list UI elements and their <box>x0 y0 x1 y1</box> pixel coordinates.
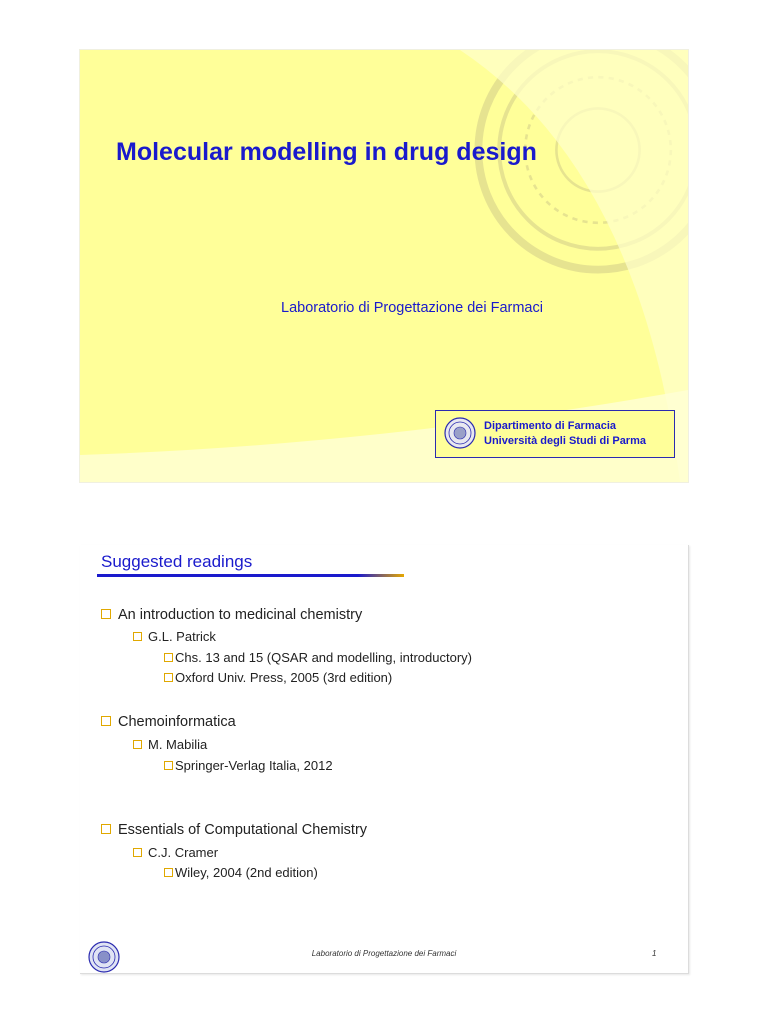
reading-detail: Wiley, 2004 (2nd edition) <box>164 865 318 880</box>
square-bullet-icon <box>133 632 142 641</box>
square-bullet-icon <box>164 673 173 682</box>
slide-heading: Suggested readings <box>101 552 253 571</box>
slide-footer: Laboratorio di Progettazione dei Farmaci <box>311 949 457 958</box>
square-bullet-icon <box>101 716 111 726</box>
reading-author: C.J. Cramer <box>133 845 218 860</box>
university-name: Università degli Studi di Parma <box>484 435 646 447</box>
university-seal-icon <box>444 417 476 449</box>
heading-underline <box>97 574 404 577</box>
reading-detail: Oxford Univ. Press, 2005 (3rd edition) <box>164 670 392 685</box>
reading-author: G.L. Patrick <box>133 629 216 644</box>
slide-subtitle: Laboratorio di Progettazione dei Farmaci <box>281 300 543 316</box>
reading-detail: Chs. 13 and 15 (QSAR and modelling, introductory) <box>164 650 472 665</box>
reading-author: M. Mabilia <box>133 737 207 752</box>
square-bullet-icon <box>164 761 173 770</box>
square-bullet-icon <box>101 609 111 619</box>
slide-title: Molecular modelling in drug design <box>116 138 537 166</box>
department-name: Dipartimento di Farmacia <box>484 420 617 432</box>
square-bullet-icon <box>164 868 173 877</box>
reading-item: Chemoinformatica <box>101 714 236 730</box>
readings-slide <box>80 545 689 974</box>
department-box <box>435 410 675 458</box>
reading-detail: Springer-Verlag Italia, 2012 <box>164 758 333 773</box>
square-bullet-icon <box>101 824 111 834</box>
title-slide <box>80 50 688 482</box>
reading-item: Essentials of Computational Chemistry <box>101 822 367 838</box>
square-bullet-icon <box>164 653 173 662</box>
reading-item: An introduction to medicinal chemistry <box>101 607 362 623</box>
square-bullet-icon <box>133 848 142 857</box>
square-bullet-icon <box>133 740 142 749</box>
page-number: 1 <box>652 949 657 958</box>
